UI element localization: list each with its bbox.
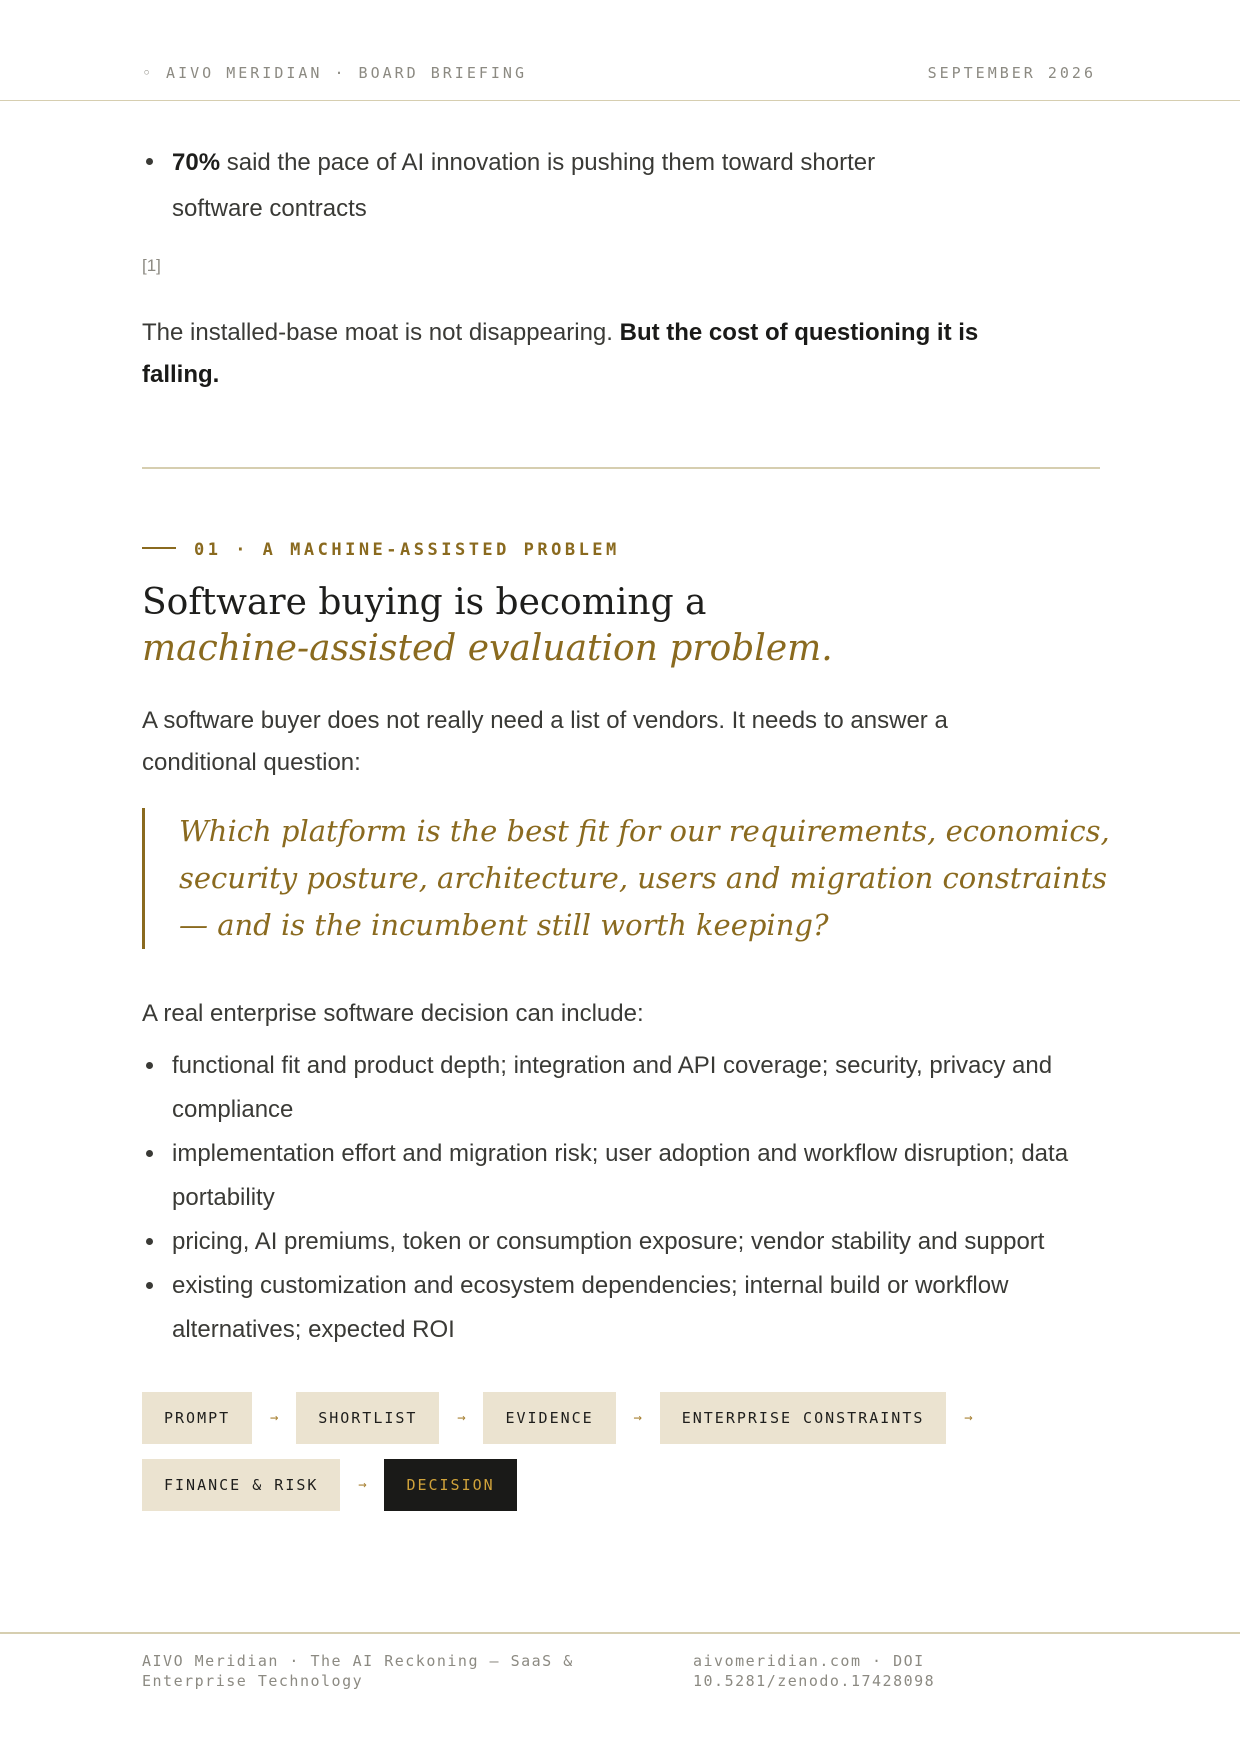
list-item: implementation effort and migration risk; user adoption and workflow disruption; data portability [172, 1132, 1102, 1220]
stat-value: 70% [172, 149, 221, 176]
flow-row-2 [142, 1459, 1102, 1511]
flow-arrow-icon: → [964, 1410, 973, 1426]
flow-step-finance-risk: FINANCE & RISK [142, 1459, 340, 1511]
heading-line-1: Software buying is becoming a [142, 582, 707, 623]
list-item: existing customization and ecosystem dependencies; internal build or workflow alternatives; expected ROI [172, 1264, 1102, 1352]
list-item: functional fit and product depth; integration and API coverage; security, privacy and compliance [172, 1044, 1102, 1132]
footnote-marker[interactable]: [1] [142, 256, 161, 275]
flow-step-decision: DECISION [384, 1459, 516, 1511]
list-item [172, 140, 962, 232]
section-label-text: 01 · A MACHINE-ASSISTED PROBLEM [194, 540, 620, 560]
section-divider [142, 467, 1100, 469]
pull-quote: Which platform is the best fit for our requirements, economics, security posture, architecture, users and migration constraints — and is the incumbent still worth keeping? [142, 808, 1119, 949]
decision-factors [142, 1044, 1102, 1352]
flow-step-evidence: EVIDENCE [483, 1392, 615, 1444]
footer-publication: AIVO Meridian · The AI Reckoning — SaaS & Enterprise Technology [142, 1652, 574, 1690]
page-header [0, 0, 1240, 101]
header-brand: ◦ AIVO MERIDIAN · BOARD BRIEFING [142, 64, 527, 82]
moat-paragraph [142, 312, 1022, 396]
section-label [142, 540, 1102, 560]
footer-doi-link[interactable]: aivomeridian.com · DOI 10.5281/zenodo.17428098 [693, 1652, 936, 1690]
flow-arrow-icon: → [358, 1477, 367, 1493]
section-heading [142, 580, 1102, 672]
stat-bullet [142, 140, 962, 232]
list-item: pricing, AI premiums, token or consumption exposure; vendor stability and support [172, 1220, 1102, 1264]
footer-divider [0, 1632, 1240, 1634]
decision-list [142, 1044, 1102, 1352]
stat-text: said the pace of AI innovation is pushing them toward shorter software contracts [172, 149, 876, 222]
decision-flow [142, 1392, 1102, 1526]
flow-arrow-icon: → [269, 1410, 279, 1426]
moat-bold-text: But the cost of questioning it is falling. [142, 319, 979, 388]
moat-plain-text: The installed-base moat is not disappearing. [142, 319, 620, 346]
flow-step-enterprise-constraints: ENTERPRISE CONSTRAINTS [660, 1392, 947, 1444]
header-date: SEPTEMBER 2026 [927, 64, 1096, 82]
decision-intro: A real enterprise software decision can include: [142, 1000, 644, 1027]
intro-paragraph: A software buyer does not really need a list of vendors. It needs to answer a conditional question: [142, 707, 948, 776]
flow-row-1 [142, 1392, 1102, 1444]
flow-step-shortlist: SHORTLIST [296, 1392, 439, 1444]
flow-arrow-icon: → [633, 1410, 642, 1426]
section-rule [142, 547, 176, 549]
stat-list [142, 140, 962, 232]
heading-line-2: machine-assisted evaluation problem. [142, 628, 833, 669]
flow-step-prompt: PROMPT [142, 1392, 252, 1444]
flow-arrow-icon: → [457, 1410, 466, 1426]
